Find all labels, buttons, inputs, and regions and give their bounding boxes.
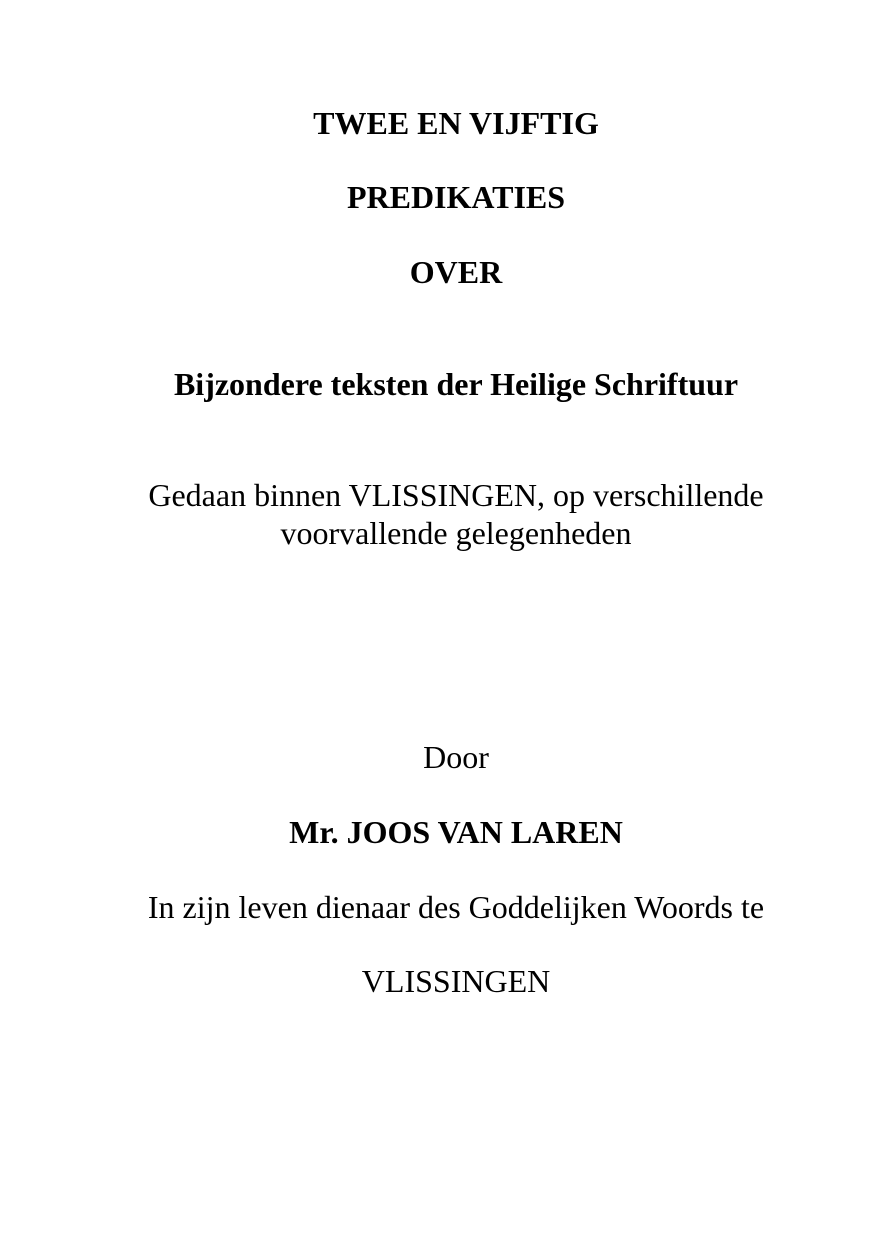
author-role: In zijn leven dienaar des Goddelijken Woords te — [147, 889, 765, 925]
author-name: Mr. JOOS VAN LAREN — [289, 814, 623, 850]
title-line-2: PREDIKATIES — [346, 179, 566, 215]
place-name: VLISSINGEN — [361, 963, 551, 999]
title-line-3: OVER — [409, 254, 503, 290]
title-line-1: TWEE EN VIJFTIG — [313, 105, 599, 141]
gedaan-line-2: voorvallende gelegenheden — [280, 515, 632, 551]
subtitle: Bijzondere teksten der Heilige Schriftuur — [173, 366, 739, 402]
gedaan-line-1: Gedaan binnen VLISSINGEN, op verschillende — [148, 477, 764, 513]
door-label: Door — [423, 739, 489, 775]
